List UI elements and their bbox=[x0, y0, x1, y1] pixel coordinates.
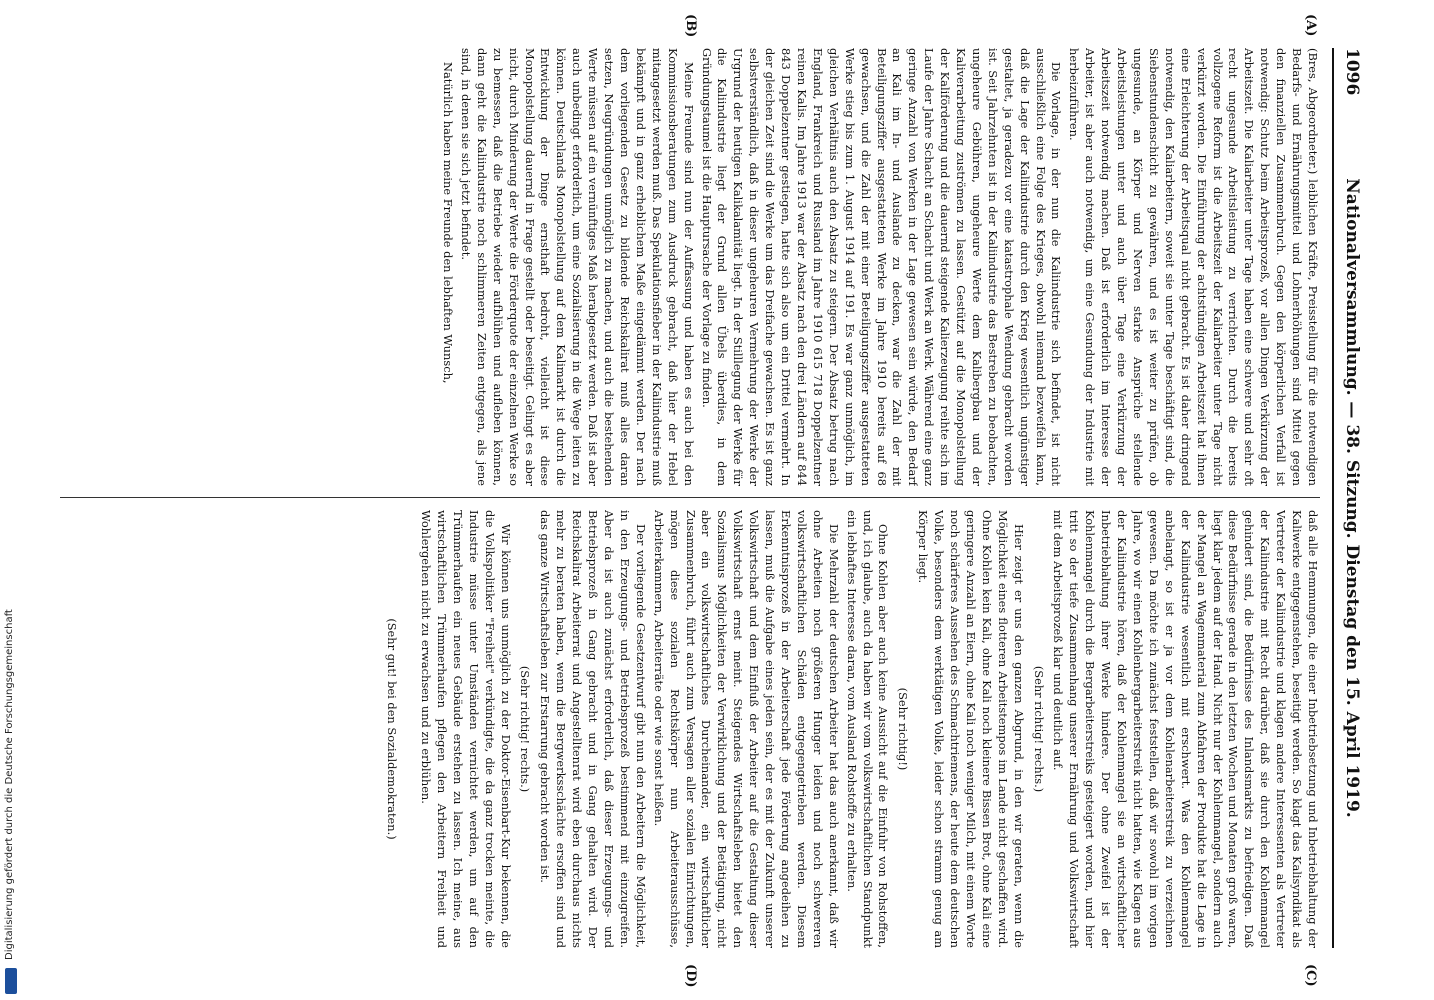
paragraph: Hier zeigt er uns den ganzen Abgrund, in den wir geraten, wenn die Möglichkeit eines flotteren Arbeitstempos im Lande nicht geschaffen wird. Ohne Kohlen kein Kali, ohne Kali noch kleinere Bissen Brot, ohne Kali eine geringere Anzahl an Eiern, ohne Kali noch weniger Milch, mit einem Worte noch schärferes Aussehen des Schmachtriemens, der heute dem deutschen Volke, besonders dem werktätigen Volke, leider schon stramm genug am Körper liegt. bbox=[916, 510, 1026, 948]
closing-remark: (Sehr gut! bei den Sozialdemokraten.) bbox=[385, 618, 400, 840]
remark: (Sehr richtig!) bbox=[896, 687, 911, 771]
marker-d: (D) bbox=[683, 964, 698, 988]
paragraph: Ohne Kohlen aber auch keine Aussicht auf die Einfuhr von Rohstoffen, und, ich glaube, auch da haben wir vom volkswirtschaftlichen Standpunkt ein lebhaftes Interesse daran, vom Ausland Rohstoffe zu erhalten. bbox=[844, 510, 891, 948]
page-header bbox=[1332, 48, 1368, 948]
marker-c: (C) bbox=[1303, 964, 1318, 987]
rotated-page bbox=[18, 0, 1398, 1000]
page-number: 1096 bbox=[1342, 48, 1362, 96]
paragraph: Wir können uns unmöglich zu der Doktor-Eisenbart-Kur bekennen, die die Volkspolitiker "Freiheit" verkündigte, die da ganz trocken meinte, die Industrie müsse unter Umständen vernichtet werden, um auf den Trümmerhaufen ein neues Gebäude erstehen zu lassen. Ich meine, aus wirtschaftlichen Trümmerhaufen pflegen den Arbeitern Freiheit und Wohlergehen nicht zu erwachsen und zu erblühen. bbox=[419, 510, 513, 948]
left-column bbox=[30, 48, 1320, 486]
remark: (Sehr richtig! rechts.) bbox=[518, 665, 533, 793]
paragraph: (Bres, Abgeordneter.) leiblichen Kräfte, Preisstellung für die notwendigen Bedarfs- und Ernährungsmittel und Lohnerhöhungen sind Mittel gegen den finanziellen Zusammenbruch. Gegen den körperlichen Verfall ist notwendig: Schutz beim Arbeitsprozeß, vor allen Dingen Verkürzung der Arbeitszeit. Die Kaliarbeiter unter Tage haben eine schwere und sehr oft recht ungesunde Arbeitsleistung zu verrichten. Durch die bereits vollzogene Reform ist die Arbeitszeit der Kaliarbeiter unter Tage nicht verkürzt worden. Die Einführung der achtstündigen Arbeitszeit hat ihnen eine Erleichterung der Arbeitsqual nicht gebracht. Es ist daher dringend notwendig, den Kaliarbeitern, soweit sie unter Tage beschäftigt sind, die Siebenstundenschicht zu gewähren, und es ist weiter zu prüfen, ob ungesunde, an Körper und Nerven starke Ansprüche stellende Arbeitsleistungen unter und auch über Tage eine Verkürzung der Arbeitszeit notwendig machen. Daß ist erforderlich im Interesse der Arbeiter, ist aber auch notwendig, um eine Gesundung der Industrie mit herbeizuführen. bbox=[1067, 48, 1320, 486]
marker-b: (B) bbox=[683, 14, 698, 38]
paragraph: Natürlich haben meine Freunde den lebhaften Wunsch, bbox=[441, 62, 456, 384]
paragraph: Die Vorlage, in der nun die Kaliindustrie sich befindet, ist nicht ausschließlich eine Folge des Krieges, obwohl niemand bezweifeln kann, daß die Lage der Kaliindustrie durch den Krieg wesentlich ungünstiger gestaltet, ja geradezu vor eine katastrophale Wendung gebracht worden ist. Seit Jahrzehnten ist in der Kaliindustrie das Bestreben zu beobachten, ungeheure Gebühren, ungeheure Werte dem Kalibergbau und der Kaliverarbeitung zuströmen zu lassen. Gestützt auf die Monopolstellung der Kaliförderung und die dauernd steigende Kalierzeugung reihte sich im Laufe der Jahre Schacht an Schacht und Werk an Werk. Während eine ganz geringe Anzahl von Werken in der Lage gewesen sein würde, den Bedarf an Kali im In- und Auslande zu decken, war die Zahl der mit Beteiligungsziffer ausgestatteten Werke im Jahre 1910 bereits auf 68 gewachsen, und die Zahl der mit einer Beteiligungsziffer ausgestatteten Werke stieg bis zum 1. August 1914 auf 191. Es war ganz unmöglich, im gleichen Verhältnis auch den Absatz zu steigern. Der Absatz betrug nach England, Frankreich und Russland im Jahre 1910 615 718 Doppelzentner reinen Kalis. Im Jahre 1913 war der Absatz nach den drei Ländern auf 844 843 Doppelzentner gestiegen, hatte sich also um ein Drittel vermehrt. In der gleichen Zeit sind die Werke um das Dreifache gewachsen. Es ist ganz selbstverständlich, daß in dieser ungeheuren Vermehrung der Werke der Urgrund der heutigen Kalikalamität liegt. In der Stilllegung der Werke für die Kaliindustrie liegt der Grund allen Übels überdies, in dem Gründungstaumel ist die Hauptursache der Vorlage zu finden. bbox=[699, 48, 1064, 486]
paragraph: daß alle Hemmungen, die einer Inbetriebsetzung und Inbetriebhaltung der Kaliwerke entgegenstehen, beseitigt werden. So klagt das Kalisyndikat als Vertreter der Kaliindustrie und klagen andere Interessenten als Vertreter der Kaliindustrie mit Recht darüber, daß sie durch den Kohlenmangel gehindert sind, die Bedürfnisse des Inlandsmarkts zu befriedigen. Daß diese Bedürfnisse gerade in den letzten Wochen und Monaten groß waren, liegt klar jedem auf der Hand. Nicht nur der Kohlenmangel, sondern auch der Mangel an Wagenmaterial zum Abfahren der Produkte hat die Lage in der Kaliindustrie wesentlich mit erschwert. Was den Kohlenmangel anbelangt, so ist er ja vor dem Kohlenarbeiterstreik zu verzeichnen gewesen. Da möchte ich zunächst feststellen, daß wir sowohl im vorigen Jahre, wo wir einen Kohlenbergarbeiterstreik nicht hatten, wie Klagen aus der Kaliindustrie hören, daß der Kohlenmangel sie an wirtschaftlicher Inbetriebhaltung ihrer Werke hindere. Der ohne Zweifel ist der Kohlenmangel durch die Bergarbeiterstreiks gesteigert worden, und hier tritt so der tiefe Zusammenhang unserer Ernährung und Volkswirtschaft mit dem Arbeitsprozeß klar und deutlich auf. bbox=[1051, 510, 1320, 948]
marker-a: (A) bbox=[1303, 14, 1318, 37]
page-title: Nationalversammlung. — 38. Sitzung. Dienstag den 15. April 1919. bbox=[1342, 178, 1362, 818]
paragraph: Der vorliegende Gesetzentwurf gibt nun den Arbeitern die Möglichkeit, in den Erzeugungs- und Betriebsprozeß bestimmend mit einzugreifen. Aber da ist auch zunächst erforderlich, daß dieser Erzeugungs- und Betriebsprozeß in Gang gebracht und in Gang gehalten wird. Der Reichskalirat Arbeiterrat und Angestelltenrat wird eben durchaus nichts mehr zu beraten haben, wenn die Bergwerksschächte ersoffen sind und das ganze Wirtschaftsleben zur Erstarrung gebracht worden ist. bbox=[538, 510, 648, 948]
digitization-credit bbox=[3, 0, 17, 1000]
credit-text: Digitalisierung gefördert durch die Deutsche Forschungsgemeinschaft bbox=[4, 609, 15, 960]
column-divider bbox=[60, 497, 1320, 498]
paragraph: Meine Freunde sind nun der Auffassung und haben es auch bei den Kommissionsberatungen zum Ausdruck gebracht, daß hier der Hebel mitangesetzt werden muß. Das Spekulationsfieber in der Kaliindustrie muß bekämpft und in ganz erheblichem Maße eingedämmt werden. Der nach dem vorliegenden Gesetz zu bildende Reichskalirat muß alles daran setzen, Neugründungen unmöglich zu machen, und auch die bestehenden Werte müssen auf ein vernünftiges Maß herabgesetzt werden. Daß ist aber auch unbedingt erforderlich, um eine Sozialisierung in die Wege leiten zu können. Deutschlands Monopolstellung auf dem Kalimarkt ist durch die Entwicklung der Dinge ernsthaft bedroht, vielleicht ist diese Monopolstellung dauernd in Frage gestellt oder beseitigt. Gelingt es aber nicht, durch Minderung der Werte die Förderquote der einzelnen Werke so zu bemessen, daß die Betriebe wieder aufblühen und aufleben können, dann geht die Kaliindustrie noch schlimmeren Zeiten entgegen, als jene sind, in denen sie sich jetzt befindet. bbox=[458, 48, 696, 486]
right-column bbox=[30, 510, 1320, 948]
remark: (Sehr richtig! rechts.) bbox=[1031, 665, 1046, 793]
dfg-logo-icon bbox=[5, 968, 17, 994]
paragraph: Die Mehrzahl der deutschen Arbeiter hat das auch anerkannt, daß wir ohne Arbeiten noch größeren Hunger leiden und noch schwereren volkswirtschaftlichen Schäden entgegengetrieben werden. Diesem Erkenntnisprozeß in der Arbeiterschaft jede Förderung angedeihen zu lassen, muß die Aufgabe eines jeden sein, der es mit der Zukunft unserer Volkswirtschaft und dem Einfluß der Arbeiter auf die Gestaltung dieser Volkswirtschaft ernst meint. Steigendes Wirtschaftsleben bietet den Sozialismus Möglichkeiten der Verwirklichung und der Betätigung, nicht aber ein volkswirtschaftliches Durcheinander, ein wirtschaftlicher Zusammenbruch, führt auch zum Versagen aller sozialen Einrichtungen, mögen diese sozialen Rechtskörper nun Arbeiterausschüsse, Arbeiterkammern, Arbeiterräte oder wie sonst heißen. bbox=[651, 510, 841, 948]
